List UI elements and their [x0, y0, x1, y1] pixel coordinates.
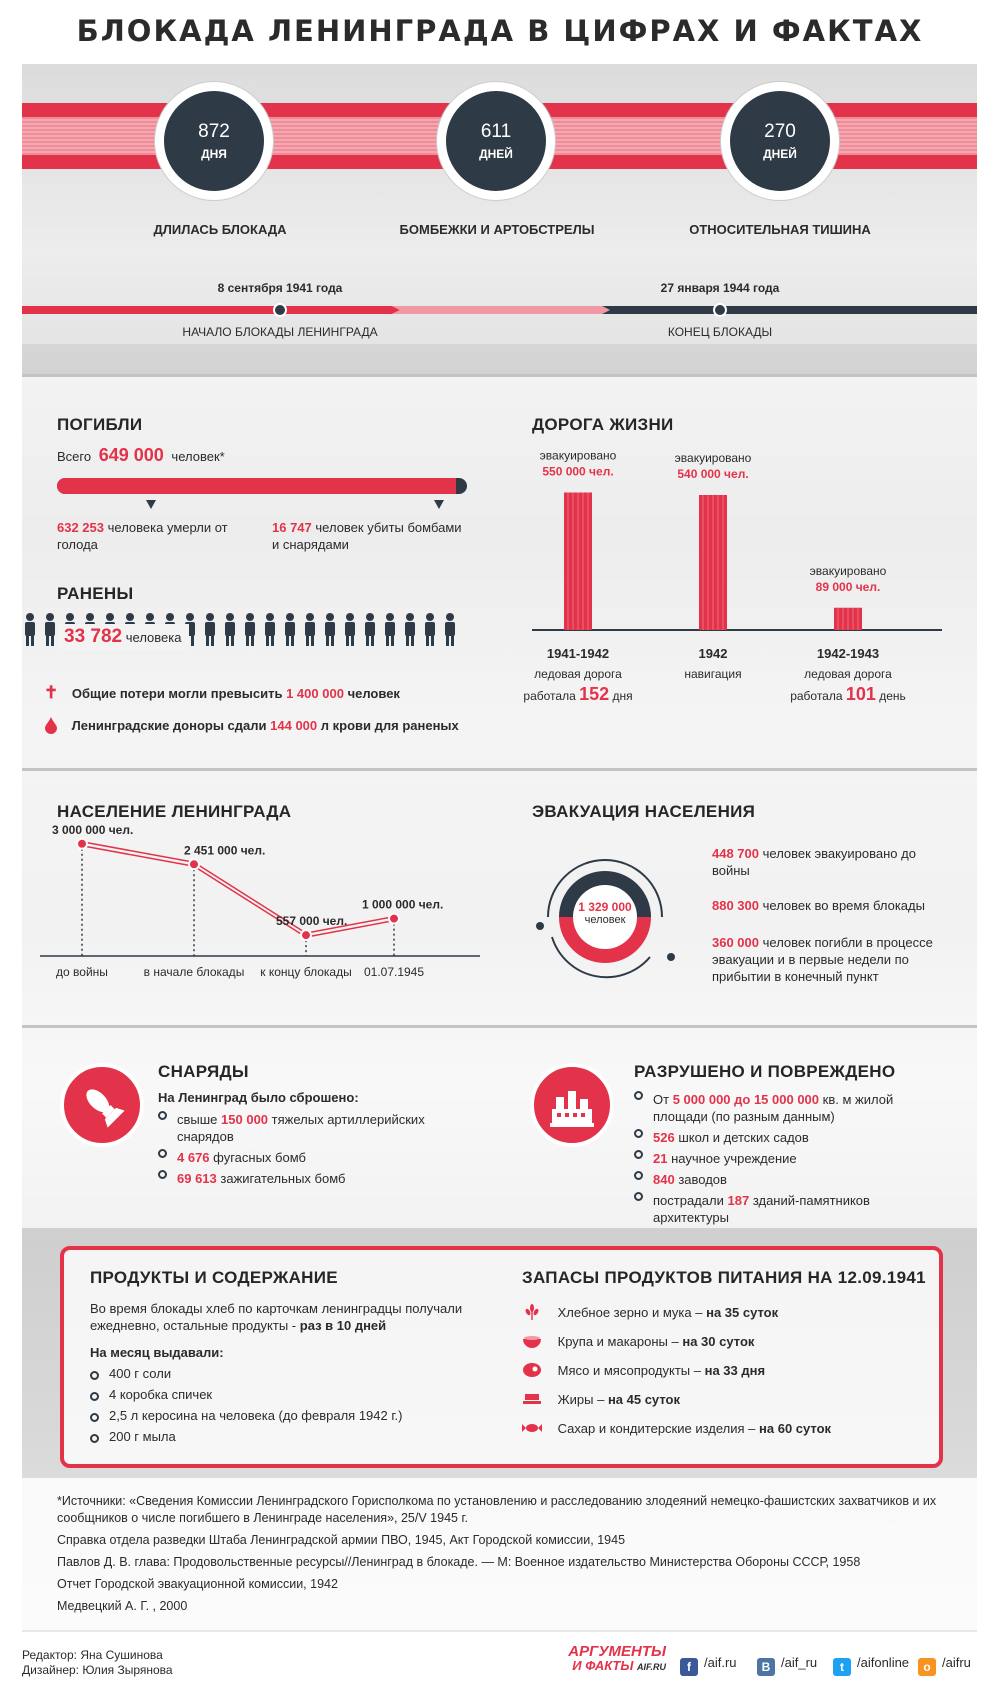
brand-site: AIF.RU: [637, 1662, 666, 1672]
bullet-icon: [158, 1149, 167, 1158]
pop-value-label: 1 000 000 чел.: [362, 897, 444, 912]
shells-value: 150 000: [221, 1112, 269, 1127]
stocks-item: [522, 1304, 922, 1333]
bowl-icon: [522, 1333, 542, 1349]
population-chart: [40, 822, 480, 990]
monthly-item: [90, 1386, 470, 1403]
shell-icon: [60, 1063, 144, 1147]
bombed-label: человек убиты бомбами и снарядами: [272, 520, 462, 552]
evacuation-text: человек эвакуировано до войны: [712, 846, 916, 878]
evacuation-center: [560, 900, 650, 926]
bullet-icon: [158, 1111, 167, 1120]
social-handle: /aifonline: [857, 1655, 910, 1670]
stocks-item: [522, 1362, 922, 1391]
destroyed-value: 840: [653, 1172, 675, 1187]
road-period: 1942-1943: [816, 646, 880, 661]
social-vk[interactable]: [757, 1655, 817, 1676]
monthly-list: [90, 1365, 470, 1449]
pop-point: [77, 839, 87, 849]
stocks-heading: ЗАПАСЫ ПРОДУКТОВ ПИТАНИЯ НА 12.09.1941: [522, 1268, 926, 1287]
monthly-item: [90, 1407, 470, 1424]
stat-unit: ДНЕЙ: [479, 147, 513, 161]
evacuation-value: 448 700: [712, 846, 759, 861]
pop-value-label: 2 451 000 чел.: [184, 843, 266, 858]
road-bar-value: 540 000 чел.: [677, 467, 749, 481]
stat-circle-bombing: [437, 82, 555, 200]
donors-suffix: л крови для раненых: [320, 718, 459, 733]
stat-unit: ДНЕЙ: [763, 147, 797, 161]
pop-line: [82, 846, 194, 867]
starved-value: 632 253: [57, 520, 104, 535]
shells-text: фугасных бомб: [213, 1150, 306, 1165]
stocks-item: [522, 1391, 922, 1420]
stocks-label: Мясо и мясопродукты –: [557, 1363, 701, 1378]
shells-list: [158, 1111, 458, 1191]
stocks-value: на 30 суток: [682, 1334, 755, 1349]
pop-value-label: 3 000 000 чел.: [52, 822, 134, 837]
stat-label: ОТНОСИТЕЛЬНАЯ ТИШИНА: [689, 222, 871, 237]
destroyed-list: [634, 1091, 924, 1230]
pop-point: [301, 930, 311, 940]
bombed-value: 16 747: [272, 520, 312, 535]
stocks-item: [522, 1333, 922, 1362]
source-item: Отчет Городской эвакуационной комиссии, 1942: [57, 1577, 338, 1591]
pop-point: [389, 914, 399, 924]
shells-prefix: свыше: [177, 1112, 218, 1127]
destroyed-item: [634, 1171, 924, 1188]
monthly-item-text: 2,5 л керосина на человека (до февраля 1942 г.): [109, 1408, 403, 1423]
stocks-label: Сахар и кондитерские изделия –: [557, 1421, 756, 1436]
destroyed-value: 187: [727, 1193, 750, 1208]
brand-line2: И ФАКТЫ: [572, 1658, 634, 1673]
bullet-icon: [634, 1192, 643, 1201]
road-period-days: работала 152 дня: [523, 684, 633, 704]
social-odnoklassniki[interactable]: [918, 1655, 971, 1676]
losses-value: 1 400 000: [286, 686, 344, 701]
stocks-value: на 60 суток: [759, 1421, 832, 1436]
road-bar-value: 89 000 чел.: [815, 579, 881, 594]
stat-number: 270: [764, 121, 796, 142]
stocks-label: Крупа и макароны –: [557, 1334, 679, 1349]
road-period: 1941-1942: [546, 646, 610, 661]
editor-credit: Редактор: Яна Сушинова: [22, 1648, 163, 1662]
road-bar-caption: эвакуировано: [539, 448, 617, 463]
shells-intro: На Ленинград было сброшено:: [158, 1090, 359, 1105]
bullet-icon: [90, 1371, 99, 1380]
stat-unit: ДНЯ: [201, 147, 227, 161]
road-of-life-chart: [523, 440, 942, 740]
monthly-heading: На месяц выдавали:: [90, 1345, 224, 1360]
source-item: Павлов Д. В. глава: Продовольственные ресурсы//Ленинград в блокаде. — М: Военное издательство Министерства Обороны СССР, 1958: [57, 1555, 861, 1569]
road-period: 1942: [698, 646, 728, 661]
social-handle: /aif.ru: [704, 1655, 737, 1670]
bombed-marker-icon: [434, 500, 444, 509]
stat-label: БОМБЕЖКИ И АРТОБСТРЕЛЫ: [399, 222, 595, 237]
social-handle: /aif_ru: [781, 1655, 818, 1670]
source-item: *Источники: «Сведения Комиссии Ленинградского Горисполкома по установлению и расследованию злодеяний немецко-фашистских захватчиков и их сообщников о числе погибшего в Ленинграде населения», 25/V 1945 г.: [57, 1494, 937, 1525]
starved-label: человека умерли от голода: [57, 520, 228, 552]
donors-value: 144 000: [270, 718, 318, 733]
destroyed-value: 5 000 000 до 15 000 000: [672, 1092, 820, 1107]
destroyed-value: 526: [653, 1130, 675, 1145]
bullet-icon: [634, 1129, 643, 1138]
timeline-bar: [22, 301, 977, 319]
shells-value: 69 613: [177, 1171, 217, 1186]
losses-prefix: Общие потери могли превысить: [71, 686, 283, 701]
evacuation-center-value: 1 329 000: [578, 900, 632, 914]
destroyed-text: научное учреждение: [671, 1151, 797, 1166]
destroyed-item: [634, 1150, 924, 1167]
pop-period-label: 01.07.1945: [363, 965, 425, 979]
destroyed-prefix: пострадали: [653, 1193, 724, 1208]
destroyed-text: зданий-памятников архитектуры: [653, 1193, 870, 1225]
destroyed-item: [634, 1192, 924, 1226]
evacuation-text: человек во время блокады: [762, 898, 925, 913]
source-item: Медвецкий А. Г. , 2000: [57, 1599, 188, 1613]
wheat-icon: [522, 1304, 542, 1320]
cross-icon: ✝: [44, 683, 59, 702]
evacuation-value: 360 000: [712, 935, 759, 950]
destroyed-text: школ и детских садов: [678, 1130, 809, 1145]
products-intro-text: Во время блокады хлеб по карточкам ленинградцы получали ежедневно, остальные продукты -: [90, 1301, 463, 1333]
stocks-list: [522, 1304, 922, 1449]
brand-logo[interactable]: [556, 1645, 666, 1674]
pop-line: [82, 842, 194, 863]
road-bar-value: 550 000 чел.: [542, 464, 614, 479]
timeline-start-label: НАЧАЛО БЛОКАДЫ ЛЕНИНГРАДА: [182, 325, 378, 339]
evacuation-item: [712, 845, 952, 879]
sources-list: [57, 1493, 947, 1620]
destroyed-item: [634, 1091, 924, 1125]
starved-marker-icon: [146, 500, 156, 509]
road-bar-caption: эвакуировано: [674, 451, 752, 465]
dead-heading: ПОГИБЛИ: [57, 415, 143, 434]
monthly-item-text: 400 г соли: [109, 1366, 172, 1381]
population-heading: НАСЕЛЕНИЕ ЛЕНИНГРАДА: [57, 802, 292, 821]
butter-icon: [522, 1391, 542, 1407]
stat-circle-blockade: [155, 82, 273, 200]
shells-text: зажигательных бомб: [220, 1171, 346, 1186]
shells-item: [158, 1149, 458, 1166]
shells-item: [158, 1170, 458, 1187]
evacuation-heading: ЭВАКУАЦИЯ НАСЕЛЕНИЯ: [532, 802, 756, 821]
bombed-text: [272, 519, 472, 553]
monthly-item-text: 200 г мыла: [109, 1429, 176, 1444]
shells-item: [158, 1111, 458, 1145]
dead-total-prefix: Всего: [57, 449, 92, 464]
road-period-desc: ледовая дорога: [804, 667, 892, 681]
evacuation-center-unit: человек: [584, 914, 626, 926]
dead-progress-fill: [57, 478, 456, 494]
wounded-heading: РАНЕНЫ: [57, 584, 134, 603]
wounded-suffix: человека: [125, 630, 182, 645]
monthly-item: [90, 1428, 470, 1445]
starved-text: [57, 519, 237, 553]
vk-icon: B: [757, 1658, 775, 1676]
odnoklassniki-icon: o: [918, 1658, 936, 1676]
evacuation-item: [712, 897, 952, 914]
meat-icon: [522, 1362, 542, 1378]
destroyed-text: кв. м жилой площади (по разным данным): [653, 1092, 894, 1124]
bullet-icon: [90, 1434, 99, 1443]
pop-period-label: до войны: [56, 965, 108, 979]
dead-total-value: 649 000: [98, 445, 164, 465]
twitter-icon: t: [833, 1658, 851, 1676]
pop-period-label: к концу блокады: [260, 965, 352, 979]
road-bar-caption: эвакуировано: [809, 563, 887, 578]
brand-line1: АРГУМЕНТЫ: [568, 1643, 666, 1660]
dead-total-suffix: человек*: [171, 449, 225, 464]
wounded-count: [58, 624, 189, 650]
stocks-value: на 45 суток: [607, 1392, 680, 1407]
bullet-icon: [90, 1392, 99, 1401]
road-period-desc: ледовая дорога: [534, 667, 622, 681]
facebook-icon: f: [680, 1658, 698, 1676]
bullet-icon: [634, 1150, 643, 1159]
pop-value-label: 557 000 чел.: [276, 914, 348, 929]
stat-number: 611: [480, 121, 512, 142]
bullet-icon: [634, 1171, 643, 1180]
evacuation-text: человек погибли в процессе эвакуации и в первые недели по прибытии в конечный пункт: [712, 935, 933, 984]
destroyed-text: заводов: [678, 1172, 727, 1187]
products-intro-bold: раз в 10 дней: [299, 1318, 387, 1333]
stocks-value: на 33 дня: [704, 1363, 766, 1378]
stat-circle-quiet: [721, 82, 839, 200]
products-intro: [90, 1300, 470, 1334]
road-period-days: работала 101 день: [790, 684, 906, 704]
products-heading: ПРОДУКТЫ И СОДЕРЖАНИЕ: [90, 1268, 338, 1287]
dead-total: [57, 445, 225, 466]
road-heading: ДОРОГА ЖИЗНИ: [532, 415, 674, 434]
social-handle: /aifru: [942, 1655, 971, 1670]
destroyed-item: [634, 1129, 924, 1146]
source-item: Справка отдела разведки Штаба Ленинградской армии ПВО, 1945, Акт Городской комиссии, 1945: [57, 1533, 626, 1547]
stocks-value: на 35 суток: [706, 1305, 779, 1320]
stocks-label: Хлебное зерно и мука –: [557, 1305, 703, 1320]
donors-prefix: Ленинградские доноры сдали: [71, 718, 267, 733]
stat-label: ДЛИЛАСЬ БЛОКАДА: [153, 222, 287, 237]
credits: [22, 1648, 173, 1678]
candy-icon: [522, 1420, 542, 1436]
destroyed-value: 21: [653, 1151, 668, 1166]
social-twitter[interactable]: [833, 1655, 909, 1676]
pop-point: [189, 859, 199, 869]
shells-value: 4 676: [177, 1150, 210, 1165]
monthly-item: [90, 1365, 470, 1382]
timeline-start-date: 8 сентября 1941 года: [217, 281, 343, 295]
bullet-icon: [634, 1091, 643, 1100]
evacuation-value: 880 300: [712, 898, 759, 913]
dead-progress-bar: [57, 478, 467, 494]
stocks-label: Жиры –: [557, 1392, 605, 1407]
wounded-value: 33 782: [64, 626, 123, 647]
bullet-icon: [158, 1170, 167, 1179]
evacuation-item: [712, 934, 952, 985]
stat-number: 872: [198, 121, 230, 142]
social-facebook[interactable]: [680, 1655, 737, 1676]
timeline-end-date: 27 января 1944 года: [660, 281, 780, 295]
timeline-end-label: КОНЕЦ БЛОКАДЫ: [667, 325, 773, 339]
pop-period-label: в начале блокады: [143, 965, 245, 979]
page-title: БЛОКАДА ЛЕНИНГРАДА В ЦИФРАХ И ФАКТАХ: [76, 14, 924, 48]
bullet-icon: [90, 1413, 99, 1422]
ruined-buildings-icon: [530, 1063, 614, 1147]
destroyed-heading: РАЗРУШЕНО И ПОВРЕЖДЕНО: [634, 1062, 896, 1081]
donors-line: [44, 717, 459, 733]
shells-text: тяжелых артиллерийских снарядов: [177, 1112, 425, 1144]
losses-line: [44, 683, 400, 703]
destroyed-prefix: От: [653, 1092, 670, 1107]
stocks-item: [522, 1420, 922, 1449]
losses-suffix: человек: [347, 686, 400, 701]
shells-heading: СНАРЯДЫ: [158, 1062, 249, 1081]
road-period-desc: навигация: [684, 667, 742, 681]
monthly-item-text: 4 коробка спичек: [109, 1387, 213, 1402]
blood-drop-icon: [44, 717, 58, 733]
designer-credit: Дизайнер: Юлия Зырянова: [22, 1663, 173, 1677]
